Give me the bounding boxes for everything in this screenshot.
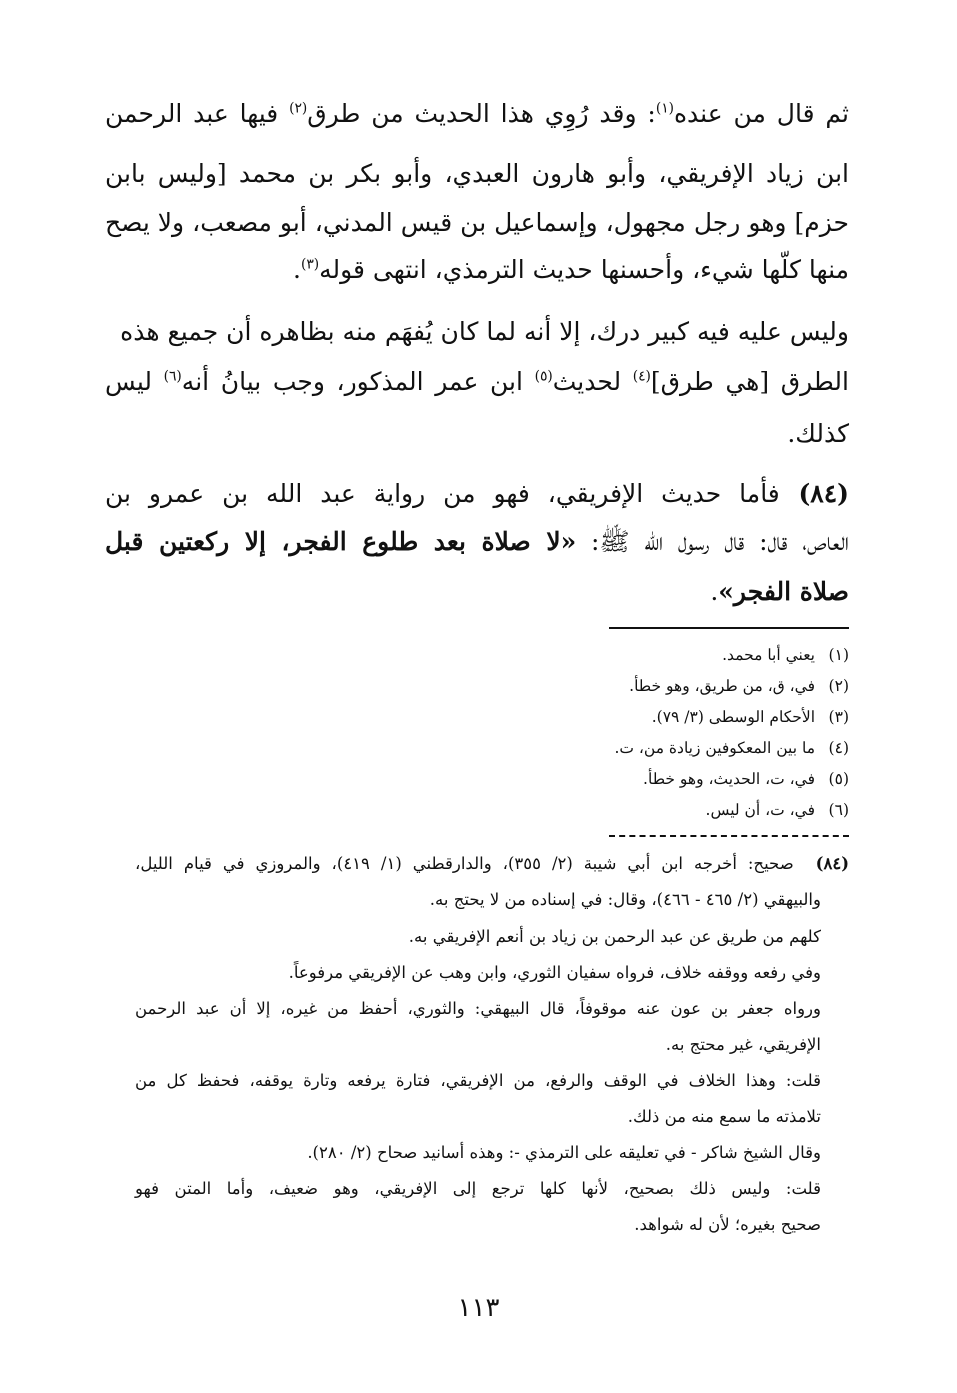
takhrij-line-9: وقال الشيخ شاكر - في تعليقه على الترمذي -: وهذه أسانيد صحاح (٢/ ٢٨٠). <box>307 1143 821 1162</box>
main-text-line-4: منها كلّها شيء، وأحسنها حديث الترمذي، انتهى قوله$^{(٣)}$. <box>292 255 849 284</box>
takhrij-line-1: (٨٤) صحيح: أخرجه ابن أبي شيبة (٢/ ٣٥٥)، والدارقطني (١/ ٤١٩)، والمروزي في قيام الليل، <box>135 854 849 873</box>
footnote-3: (٣)الأحكام الوسطى (٣/ ٧٩). <box>651 708 849 726</box>
main-text-line-6: الطرق [هي طرق]$^{(٤)}$ لحديث$^{(٥)}$ ابن عمر المذكور، وجب بيانُ أنه$^{(٦)}$ ليس <box>105 367 849 396</box>
hadith-line-3: صلاة الفجر». <box>710 577 849 606</box>
main-text-line-7: كذلك. <box>787 419 849 448</box>
takhrij-line-6: الإفريقي، غير محتج به. <box>665 1035 821 1054</box>
takhrij-line-10: قلت: وليس ذلك بصحيح، لأنها كلها ترجع إلى الإفريقي، وهو ضعيف، وأما المتن فهو <box>135 1179 821 1198</box>
footnote-separator <box>609 627 849 629</box>
main-text-line-2: ابن زياد الإفريقي، وأبو هارون العبدي، وأبو بكر بن محمد [وليس بابن <box>105 159 849 188</box>
footnote-5: (٥)في، ت، الحديث، وهو خطأ. <box>643 770 849 788</box>
takhrij-line-2: والبيهقي (٢/ ٤٦٥ - ٤٦٦)، وقال: في إسناده من لا يحتج به. <box>429 890 821 909</box>
main-text-line-1: ثم قال من عنده$^{(١)}$: وقد رُوِي هذا الحديث من طرق$^{(٢)}$ فيها عبد الرحمن <box>105 99 849 128</box>
main-text-line-3: حزم] وهو رجل مجهول، وإسماعيل بن قيس المدني، أبو مصعب، ولا يصح <box>105 208 849 237</box>
takhrij-line-4: وفي رفعه ووقفه خلاف، فرواه سفيان الثوري، وابن وهب عن الإفريقي مرفوعاً. <box>288 963 821 982</box>
footnote-1: (١)يعني أبا محمد. <box>722 646 849 664</box>
main-text-line-5: وليس عليه فيه كبير درك، إلا أنه لما كان يُفهَم منه بظاهره أن جميع هذه <box>120 317 849 346</box>
hadith-line-2: العاص، قال: قال رسول الله ﷺ: «لا صلاة بعد طلوع الفجر، إلا ركعتين قبل <box>105 527 849 556</box>
footnote-6: (٦)في، ت، أن ليس. <box>705 801 849 819</box>
takhrij-separator <box>609 835 849 837</box>
footnote-4: (٤)ما بين المعكوفين زيادة من، ت. <box>614 739 849 757</box>
hadith-line-1: (٨٤) فأما حديث الإفريقي، فهو من رواية عبد الله بن عمرو بن <box>105 479 849 508</box>
footnote-2: (٢)في، ق، من طريق، وهو خطأ. <box>629 677 849 695</box>
takhrij-line-8: تلامذته ما سمع منه من ذلك. <box>627 1107 821 1126</box>
takhrij-line-7: قلت: وهذا الخلاف في الوقف والرفع، من الإفريقي، فتارة يرفعه وتارة يوقفه، فحفظ كل من <box>135 1071 821 1090</box>
takhrij-line-11: صحيح بغيره؛ لأن له شواهد. <box>634 1215 821 1234</box>
takhrij-line-5: ورواه جعفر بن عون عنه موقوفاً، قال البيهقي: والثوري، أحفظ من غيره، إلا أن عبد الرحمن <box>135 999 821 1018</box>
takhrij-line-3: كلهم من طريق عن عبد الرحمن بن زياد بن أنعم الإفريقي به. <box>408 927 821 946</box>
page-number: ١١٣ <box>457 1293 500 1323</box>
